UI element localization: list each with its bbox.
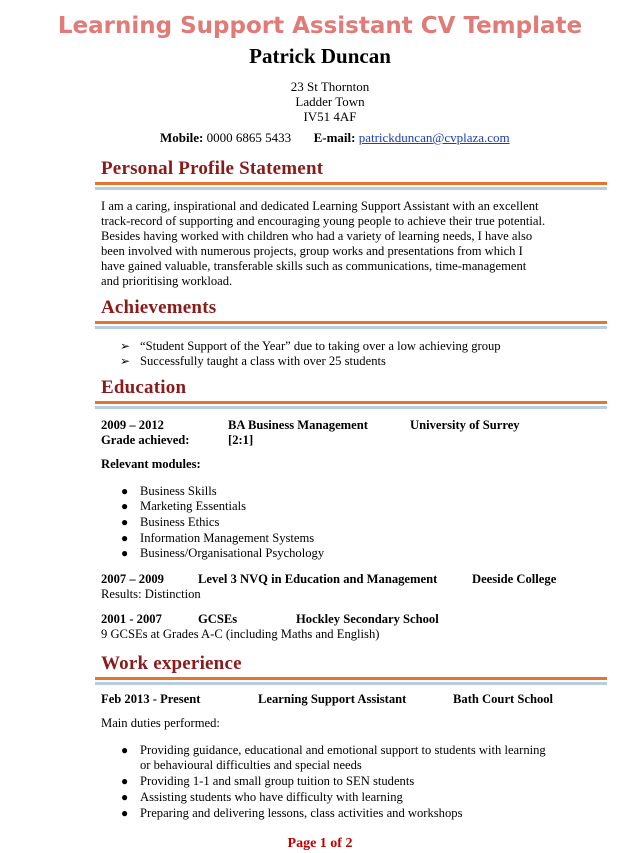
bullet-icon: ● (121, 499, 129, 513)
achievements-heading: Achievements (101, 297, 217, 318)
profile-text (101, 199, 571, 289)
profile-line: have gained valuable, transferable skills such as communications, time-management (101, 259, 527, 273)
duty-item: Preparing and delivering lessons, class activities and workshops (140, 806, 463, 820)
degree-institution: University of Surrey (410, 418, 520, 432)
duty-item-continued: or behavioural difficulties and special needs (140, 758, 362, 772)
bullet-icon: ● (121, 790, 129, 804)
bullet-icon: ● (121, 743, 129, 757)
module-item: Business Ethics (140, 515, 220, 529)
section-divider-blue (95, 187, 607, 190)
document-title: Learning Support Assistant CV Template (57, 13, 583, 39)
section-divider-orange (95, 182, 607, 185)
profile-line: track-record of supporting and encouraging young people to achieve their true potential. (101, 214, 546, 228)
gcse-institution: Hockley Secondary School (296, 612, 439, 626)
achievement-item: Successfully taught a class with over 25 students (140, 354, 386, 368)
work-dates: Feb 2013 - Present (101, 692, 201, 706)
email-label: E-mail: (313, 130, 356, 145)
section-divider-blue (95, 406, 607, 409)
nvq-institution: Deeside College (472, 572, 557, 586)
section-divider-orange (95, 401, 607, 404)
profile-line: I am a caring, inspirational and dedicated Learning Support Assistant with an excellent (101, 199, 539, 213)
bullet-icon: ● (121, 484, 129, 498)
nvq-title: Level 3 NVQ in Education and Management (198, 572, 438, 586)
duties-label: Main duties performed: (101, 716, 220, 730)
education-heading: Education (101, 377, 187, 398)
profile-line: Besides having worked with children who had a variety of learning needs, I have also (101, 229, 533, 243)
email-link[interactable]: patrickduncan@cvplaza.com (358, 130, 510, 145)
work-employer: Bath Court School (453, 692, 554, 706)
candidate-name: Patrick Duncan (249, 44, 391, 68)
duty-item: Providing 1-1 and small group tuition to SEN students (140, 774, 415, 788)
duty-item: Providing guidance, educational and emotional support to students with learning (140, 743, 546, 757)
degree-title: BA Business Management (228, 418, 368, 432)
contact-line (160, 130, 510, 146)
bullet-icon: ● (121, 531, 129, 545)
work-heading: Work experience (101, 653, 242, 674)
duty-item: Assisting students who have difficulty with learning (140, 790, 403, 804)
profile-heading: Personal Profile Statement (101, 158, 324, 179)
bullet-icon: ● (121, 774, 129, 788)
work-role: Learning Support Assistant (258, 692, 407, 706)
address-line-1: 23 St Thornton (290, 79, 370, 94)
mobile-label: Mobile: (160, 130, 204, 145)
section-divider-orange (95, 677, 607, 680)
mobile-number: 0000 6865 5433 (206, 130, 292, 145)
degree-dates: 2009 – 2012 (101, 418, 164, 432)
bullet-icon: ● (121, 806, 129, 820)
grade-value: [2:1] (228, 433, 254, 447)
module-item: Information Management Systems (140, 531, 315, 545)
module-item: Business/Organisational Psychology (140, 546, 325, 560)
address-line-2: Ladder Town (295, 94, 365, 109)
nvq-result: Results: Distinction (101, 587, 201, 601)
gcse-dates: 2001 - 2007 (101, 612, 162, 626)
grade-label: Grade achieved: (101, 433, 190, 447)
bullet-icon: ● (121, 515, 129, 529)
section-divider-blue (95, 682, 607, 685)
bullet-icon: ● (121, 546, 129, 560)
gcse-result: 9 GCSEs at Grades A-C (including Maths and English) (101, 627, 380, 641)
module-item: Business Skills (140, 484, 217, 498)
module-item: Marketing Essentials (140, 499, 246, 513)
page-number: Page 1 of 2 (287, 836, 353, 851)
modules-label: Relevant modules: (101, 457, 201, 471)
achievement-item: “Student Support of the Year” due to taking over a low achieving group (140, 339, 501, 353)
profile-line: and prioritising workload. (101, 274, 233, 288)
section-divider-orange (95, 321, 607, 324)
nvq-dates: 2007 – 2009 (101, 572, 164, 586)
arrow-bullet-icon: ➢ (120, 354, 131, 368)
arrow-bullet-icon: ➢ (120, 339, 131, 353)
gcse-title: GCSEs (198, 612, 238, 626)
profile-line: been involved with numerous projects, group works and presentations from which I (101, 244, 523, 258)
section-divider-blue (95, 326, 607, 329)
address-line-3: IV51 4AF (303, 109, 357, 124)
